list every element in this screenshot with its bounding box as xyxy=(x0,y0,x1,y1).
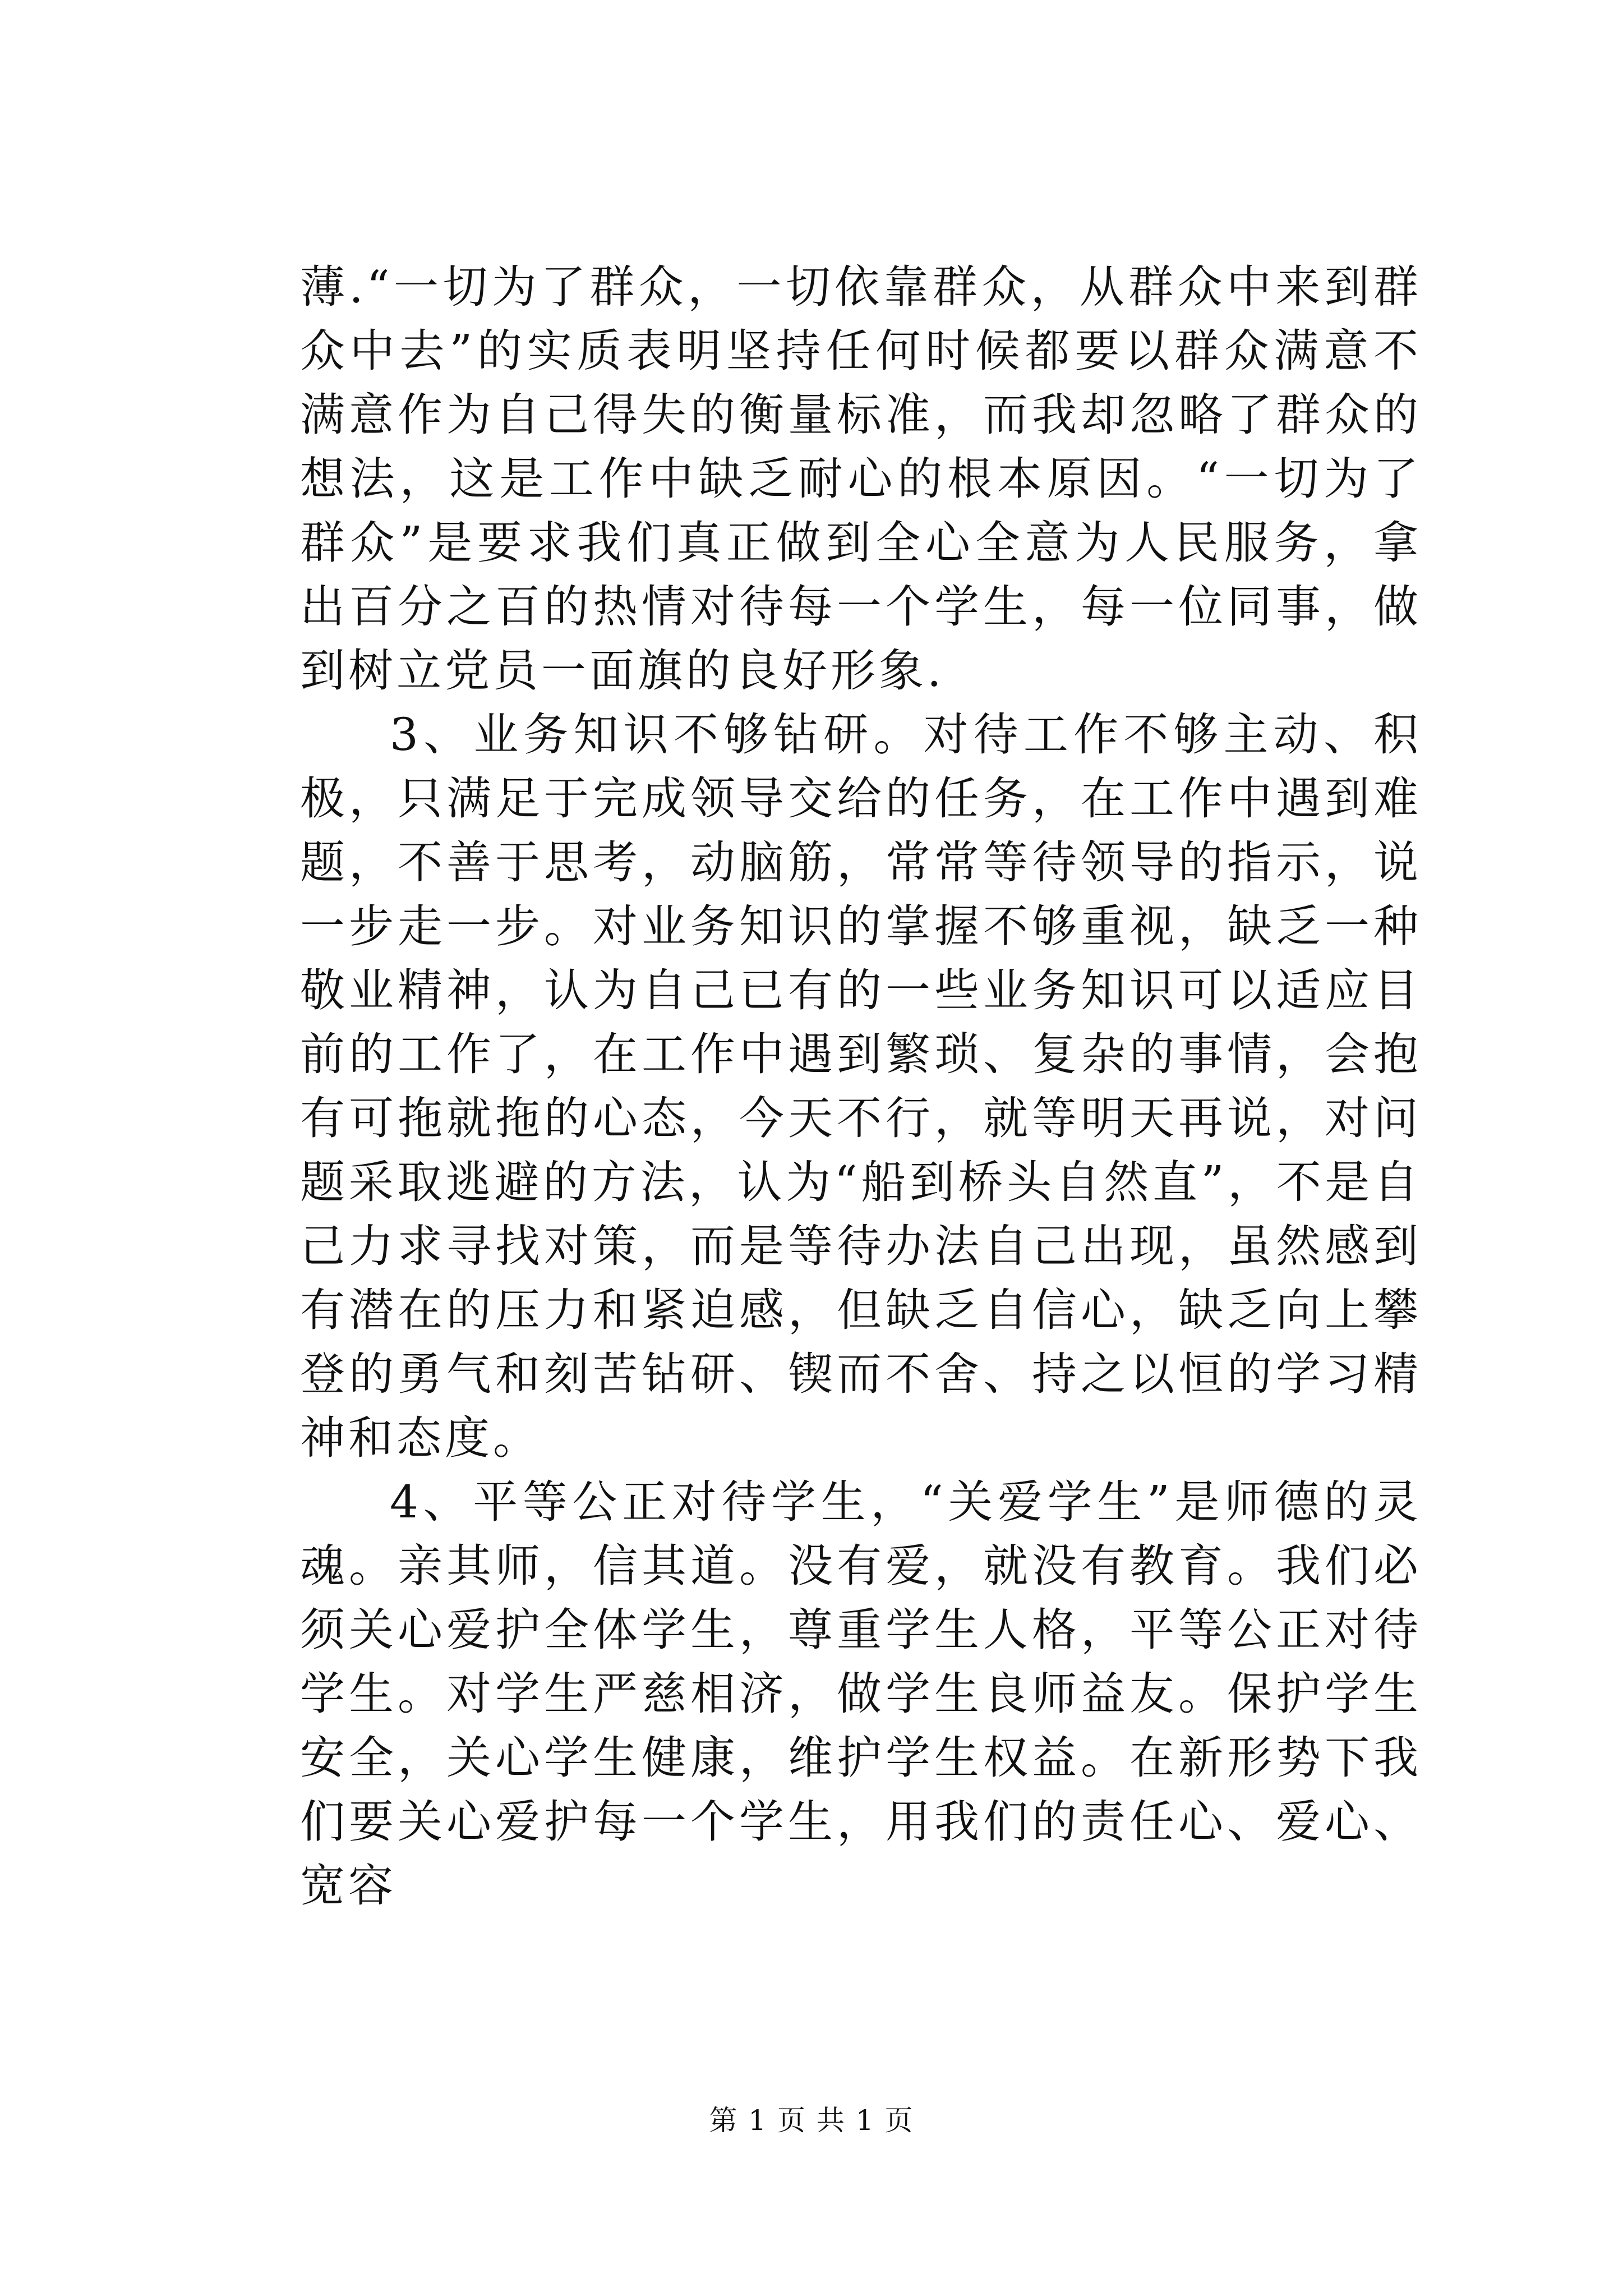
paragraph-item-4: 4、平等公正对待学生，“关爱学生”是师德的灵魂。亲其师，信其道。没有爱，就没有教育。我们必须关心爱护全体学生，尊重学生人格，平等公正对待学生。对学生严慈相济，做学生良师益友。保护学生安全，关心学生健康，维护学生权益。在新形势下我们要关心爱护每一个学生，用我们的责任心、爱心、宽容 xyxy=(300,1476,1422,1912)
paragraph-continuation: 薄.“一切为了群众，一切依靠群众，从群众中来到群众中去”的实质表明坚持任何时候都要以群众满意不满意作为自己得失的衡量标准，而我却忽略了群众的想法，这是工作中缺乏耐心的根本原因。“一切为了群众”是要求我们真正做到全心全意为人民服务，拿出百分之百的热情对待每一个学生，每一位同事，做到树立党员一面旗的良好形象. xyxy=(300,261,1422,697)
page-number-label: 第 1 页 共 1 页 xyxy=(709,2104,914,2137)
paragraph-item-3: 3、业务知识不够钻研。对待工作不够主动、积极，只满足于完成领导交给的任务，在工作中遇到难题，不善于思考，动脑筋，常常等待领导的指示，说一步走一步。对业务知识的掌握不够重视，缺乏一种敬业精神，认为自己已有的一些业务知识可以适应目前的工作了，在工作中遇到繁琐、复杂的事情，会抱有可拖就拖的心态，今天不行，就等明天再说，对问题采取逃避的方法，认为“船到桥头自然直”，不是自己力求寻找对策，而是等待办法自己出现，虽然感到有潜在的压力和紧迫感，但缺乏自信心，缺乏向上攀登的勇气和刻苦钻研、锲而不舍、持之以恒的学习精神和态度。 xyxy=(300,708,1422,1464)
page-footer xyxy=(0,2104,1623,2137)
document-body xyxy=(300,255,1422,1918)
